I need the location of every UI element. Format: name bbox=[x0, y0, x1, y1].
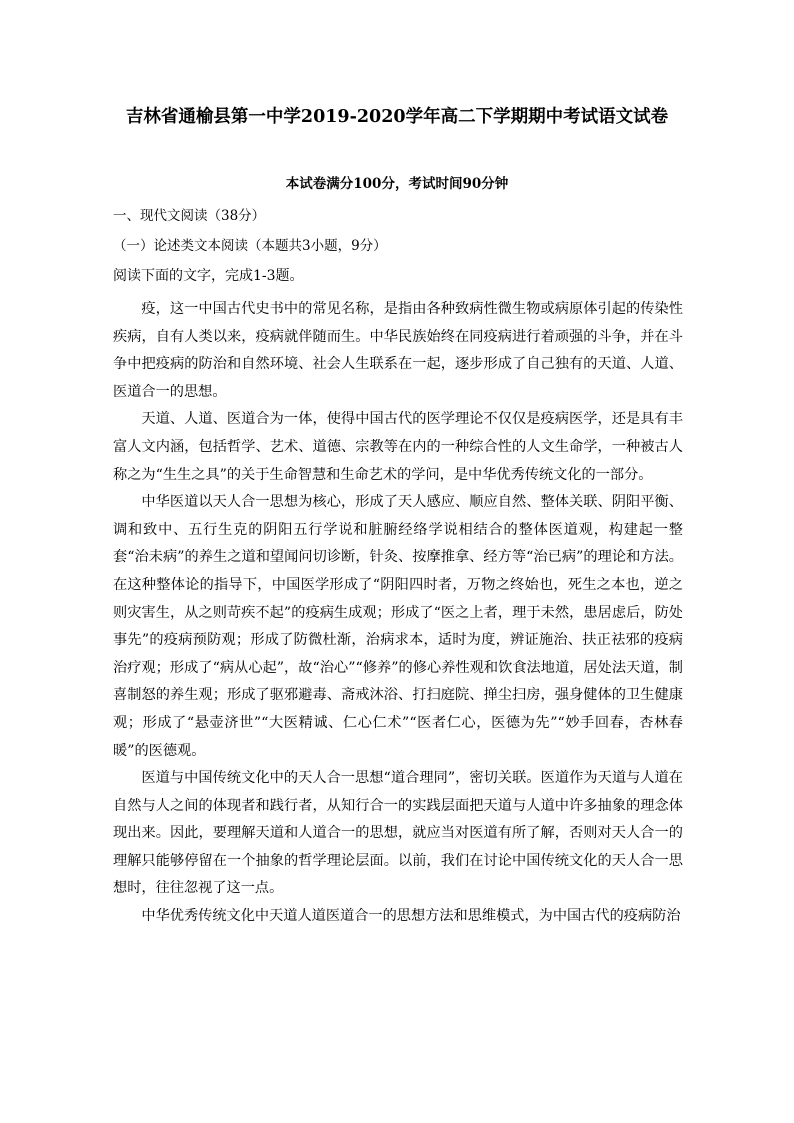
subsection-heading-argumentative: （一）论述类文本阅读（本题共3小题，9分） bbox=[113, 238, 387, 254]
passage-body bbox=[113, 296, 683, 931]
passage-paragraph: 天道、人道、医道合为一体，使得中国古代的医学理论不仅仅是疫病医学，还是具有丰富人文内涵，包括哲学、艺术、道德、宗教等在内的一种综合性的人文生命学，一种被古人称之为“生生之具”的关于生命智慧和生命艺术的学问，是中华优秀传统文化的一部分。 bbox=[113, 411, 683, 483]
passage-paragraph: 医道与中国传统文化中的天人合一思想“道合理同”，密切关联。医道作为天道与人道在自然与人之间的体现者和践行者，从知行合一的实践层面把天道与人道中许多抽象的理念体现出来。因此，要理解天道和人道合一的思想，就应当对医道有所了解，否则对天人合一的理解只能够停留在一个抽象的哲学理论层面。以前，我们在讨论中国传统文化的天人合一思想时，往往忽视了这一点。 bbox=[113, 770, 683, 897]
passage-paragraph: 中华医道以天人合一思想为核心，形成了天人感应、顺应自然、整体关联、阴阳平衡、调和致中、五行生克的阴阳五行学说和脏腑经络学说相结合的整体医道观，构建起一整套“治未病”的养生之道和望闻问切诊断，针灸、按摩推拿、经方等“治已病”的理论和方法。在这种整体论的指导下，中国医学形成了“阴阳四时者，万物之终始也，死生之本也，逆之则灾害生，从之则苛疾不起”的疫病生成观；形成了“医之上者，理于未然，患居虑后，防处事先”的疫病预防观；形成了防微杜渐，治病求本，适时为度，辨证施治、扶正祛邪的疫病治疗观；形成了“病从心起”，故“治心”“修养”的修心养性观和饮食法地道，居处法天道，制喜制怒的养生观；形成了驱邪避毒、斋戒沐浴、打扫庭院、掸尘扫房，强身健体的卫生健康观；形成了“悬壶济世”“大医精诚、仁心仁术”“医者仁心，医德为先”“妙手回春，杏林春暖”的医德观。 bbox=[113, 494, 683, 759]
section-heading-modern-reading: 一、现代文阅读（38分） bbox=[113, 208, 266, 224]
passage-paragraph: 中华优秀传统文化中天道人道医道合一的思想方法和思维模式，为中国古代的疫病防治 bbox=[141, 908, 681, 925]
reading-instruction: 阅读下面的文字，完成1-3题。 bbox=[113, 268, 304, 284]
passage-paragraph: 疫，这一中国古代史书中的常见名称，是指由各种致病性微生物或病原体引起的传染性疾病，自有人类以来，疫病就伴随而生。中华民族始终在同疫病进行着顽强的斗争，并在斗争中把疫病的防治和自然环境、社会人生联系在一起，逐步形成了自己独有的天道、人道、医道合一的思想。 bbox=[113, 301, 683, 400]
exam-info: 本试卷满分100分，考试时间90分钟 bbox=[285, 176, 509, 192]
document-title: 吉林省通榆县第一中学2019-2020学年高二下学期期中考试语文试卷 bbox=[125, 107, 669, 127]
